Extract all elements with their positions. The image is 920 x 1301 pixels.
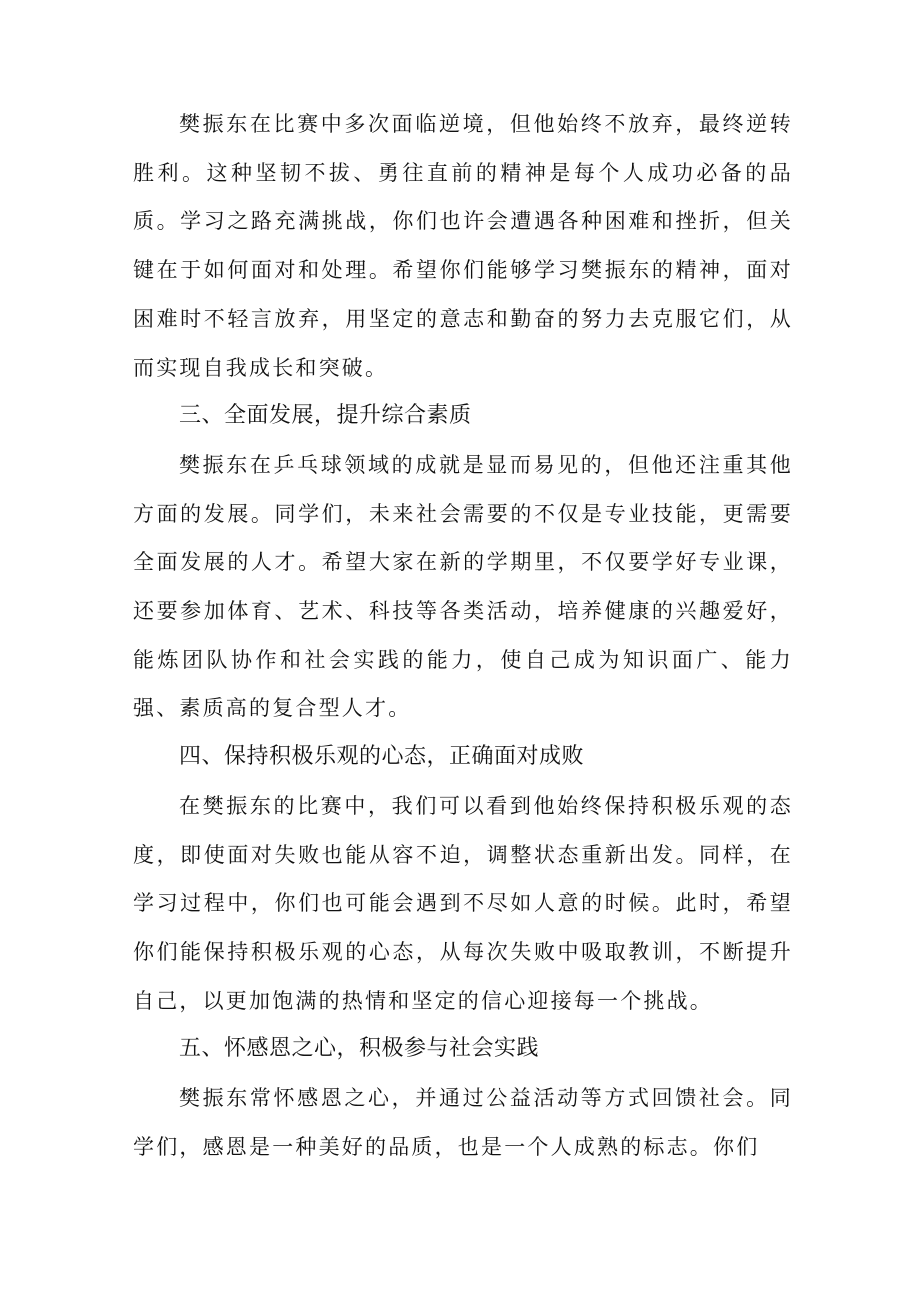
paragraph-all-round-development: 樊振东在乒乓球领域的成就是显而易见的，但他还注重其他方面的发展。同学们，未来社会需要的不仅是专业技能，更需要全面发展的人才。希望大家在新的学期里，不仅要学好专业课，还要参加体育、艺术、科技等各类活动，培养健康的兴趣爱好，能炼团队协作和社会实践的能力，使自己成为知识面广、能力强、素质高的复合型人才。 [133, 452, 793, 721]
paragraph-perseverance: 樊振东在比赛中多次面临逆境，但他始终不放弃，最终逆转胜利。这种坚韧不拔、勇往直前的精神是每个人成功必备的品质。学习之路充满挑战，你们也许会遭遇各种困难和挫折，但关键在于如何面对和处理。希望你们能够学习樊振东的精神，面对困难时不轻言放弃，用坚定的意志和勤奋的努力去克服它们，从而实现自我成长和突破。 [133, 112, 793, 380]
document-page [133, 100, 793, 1171]
paragraph-gratitude: 樊振东常怀感恩之心，并通过公益活动等方式回馈社会。同学们，感恩是一种美好的品质，也是一个人成熟的标志。你们 [133, 1086, 793, 1159]
section-heading-four: 四、保持积极乐观的心态，正确面对成败 [179, 744, 585, 770]
section-heading-three: 三、全面发展，提升综合素质 [179, 403, 472, 429]
paragraph-positive-attitude: 在樊振东的比赛中，我们可以看到他始终保持积极乐观的态度，即使面对失败也能从容不迫，调整状态重新出发。同样，在学习过程中，你们也可能会遇到不尽如人意的时候。此时，希望你们能保持积极乐观的心态，从每次失败中吸取教训，不断提升自己，以更加饱满的热情和坚定的信心迎接每一个挑战。 [133, 793, 793, 1013]
section-heading-five: 五、怀感恩之心，积极参与社会实践 [179, 1036, 540, 1062]
